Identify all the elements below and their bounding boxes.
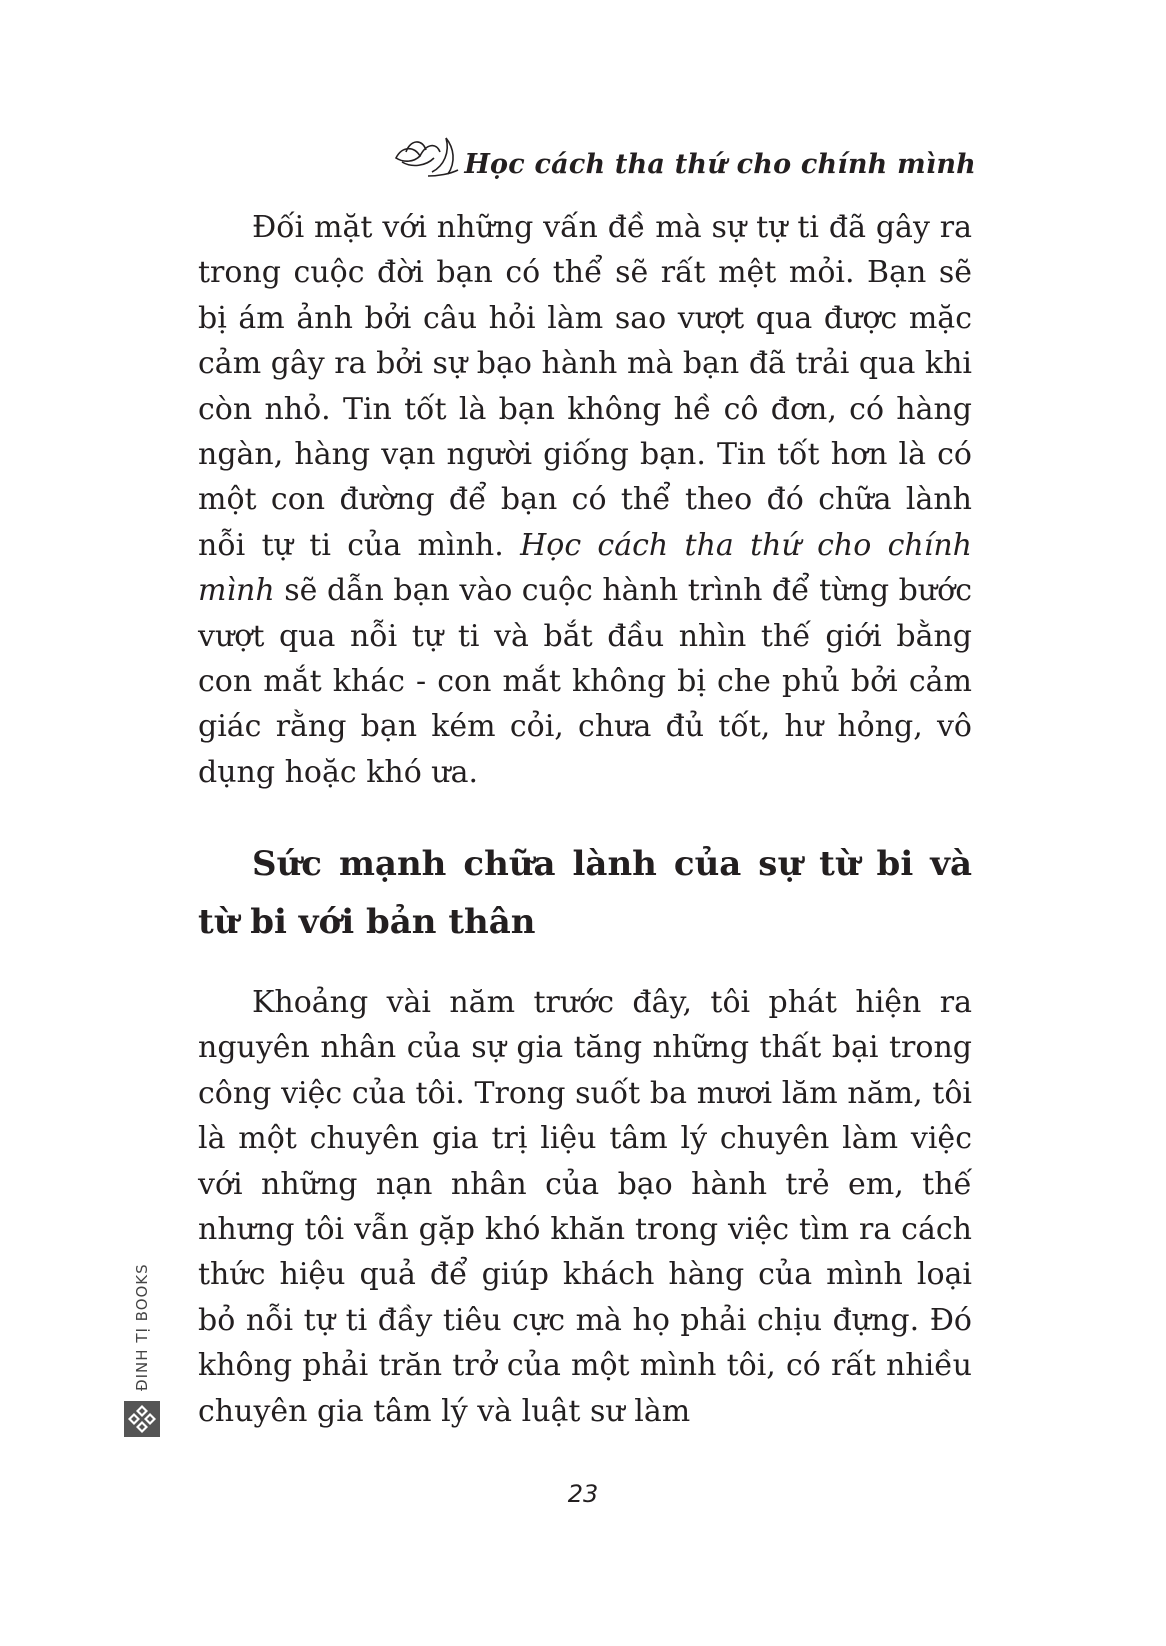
publisher-name: ĐINH TỊ BOOKS (133, 1263, 151, 1392)
paragraph-1-text-before: Đối mặt với những vấn đề mà sự tự ti đã gây ra trong cuộc đời bạn có thể sẽ rất mệt mỏi. Bạn sẽ bị ám ảnh bởi câu hỏi làm sao vượt qua được mặc cảm gây ra bởi sự bạo hành mà bạn đã trải qua khi còn nhỏ. Tin tốt là bạn không hề cô đơn, có hàng ngàn, hàng vạn người giống bạn. Tin tốt hơn là có một con đường để bạn có thể theo đó chữa lành nỗi tự ti của mình. (198, 210, 972, 563)
publisher-logo-icon (123, 1400, 161, 1438)
publisher-mark (120, 1260, 164, 1440)
body-paragraph-1 (198, 205, 972, 795)
paragraph-1-text-after: sẽ dẫn bạn vào cuộc hành trình để từng bước vượt qua nỗi tự ti và bắt đầu nhìn thế giới bằng con mắt khác - con mắt không bị che phủ bởi cảm giác rằng bạn kém cỏi, chưa đủ tốt, hư hỏng, vô dụng hoặc khó ưa. (198, 573, 972, 790)
section-heading: Sức mạnh chữa lành của sự từ bi và từ bi với bản thân (198, 844, 972, 942)
lotus-ornament-icon (392, 132, 462, 178)
page-number: 23 (567, 1480, 599, 1508)
running-header-title: Học cách tha thứ cho chính mình (464, 149, 976, 180)
running-header (392, 132, 976, 178)
book-title-italic: Học cách tha thứ cho chính mình (198, 527, 972, 609)
body-paragraph-2: Khoảng vài năm trước đây, tôi phát hiện ra nguyên nhân của sự gia tăng những thất bại trong công việc của tôi. Trong suốt ba mươi lăm năm, tôi là một chuyên gia trị liệu tâm lý chuyên làm việc với những nạn nhân của bạo hành trẻ em, thế nhưng tôi vẫn gặp khó khăn trong việc tìm ra cách thức hiệu quả để giúp khách hàng của mình loại bỏ nỗi tự ti đầy tiêu cực mà họ phải chịu đựng. Đó không phải trăn trở của một mình tôi, có rất nhiều chuyên gia tâm lý và luật sư làm (198, 985, 972, 1429)
